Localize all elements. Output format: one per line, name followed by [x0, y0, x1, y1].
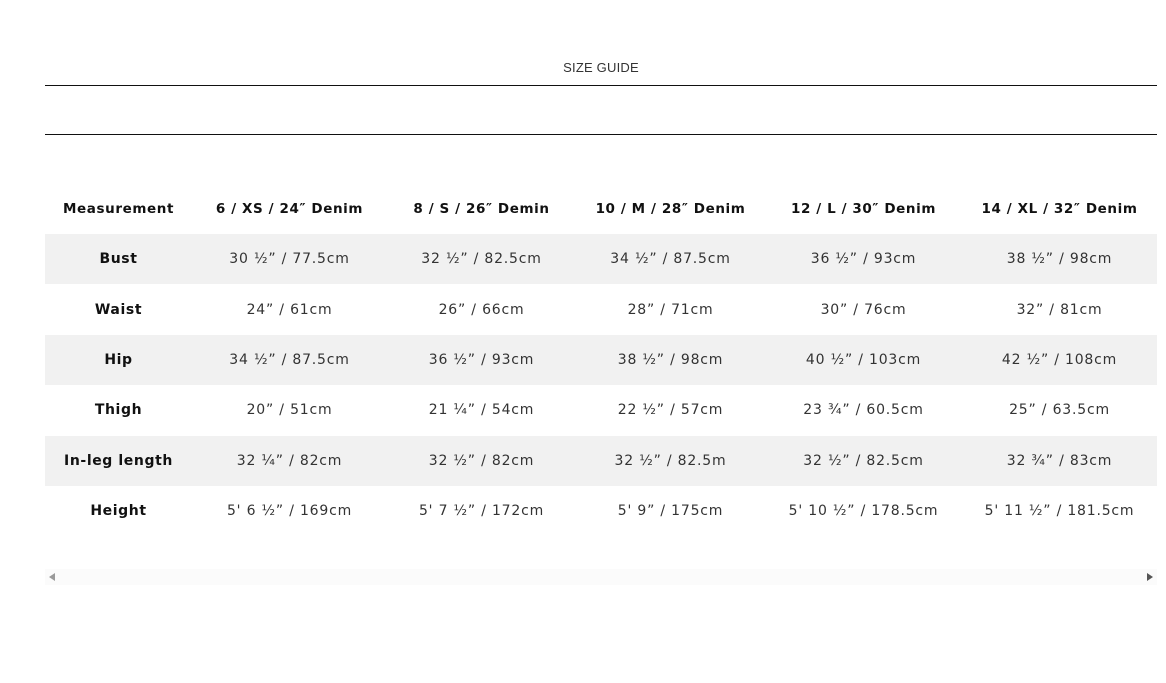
table-cell: 32 ½” / 82.5cm: [387, 234, 576, 284]
table-cell: 5' 10 ½” / 178.5cm: [788, 503, 939, 520]
divider-top: [45, 85, 1157, 86]
column-header-size-m: 10 / M / 28″ Denim: [595, 201, 746, 217]
table-header-row: [45, 184, 1157, 234]
column-header-size-xs: 6 / XS / 24″ Denim: [215, 201, 364, 217]
table-row: [45, 284, 1157, 334]
row-label: Height: [90, 503, 147, 520]
column-header-measurement: Measurement: [62, 201, 175, 217]
table-cell: 20” / 51cm: [246, 402, 333, 419]
row-label: Bust: [45, 234, 192, 284]
table-row: [45, 486, 1157, 536]
table-cell: 38 ½” / 98cm: [962, 234, 1157, 284]
table-cell: 5' 7 ½” / 172cm: [418, 503, 545, 520]
table-cell: 5' 11 ½” / 181.5cm: [984, 503, 1135, 520]
triangle-left-icon[interactable]: [49, 573, 55, 581]
row-label: In-leg length: [45, 436, 192, 486]
table-cell: 32” / 81cm: [1016, 301, 1103, 318]
table-cell: 32 ¼” / 82cm: [192, 436, 387, 486]
table-cell: 24” / 61cm: [246, 301, 333, 318]
table-cell: 42 ½” / 108cm: [962, 335, 1157, 385]
table-cell: 30 ½” / 77.5cm: [192, 234, 387, 284]
table-cell: 5' 6 ½” / 169cm: [226, 503, 353, 520]
row-label: Hip: [45, 335, 192, 385]
table-row: [45, 436, 1157, 486]
table-cell: 34 ½” / 87.5cm: [576, 234, 765, 284]
column-header-size-xl: 14 / XL / 32″ Denim: [981, 201, 1138, 217]
table-row: [45, 335, 1157, 385]
table-cell: 30” / 76cm: [820, 301, 907, 318]
table-cell: 25” / 63.5cm: [1009, 402, 1110, 419]
horizontal-scrollbar[interactable]: [45, 569, 1157, 585]
table-cell: 36 ½” / 93cm: [387, 335, 576, 385]
size-table-container: [45, 184, 1157, 536]
table-cell: 36 ½” / 93cm: [765, 234, 962, 284]
table-cell: 38 ½” / 98cm: [576, 335, 765, 385]
column-header-size-l: 12 / L / 30″ Denim: [790, 201, 937, 217]
triangle-right-icon[interactable]: [1147, 573, 1153, 581]
table-cell: 34 ½” / 87.5cm: [192, 335, 387, 385]
column-header-size-s: 8 / S / 26″ Demin: [413, 201, 550, 217]
table-cell: 21 ¼” / 54cm: [428, 402, 535, 419]
row-label: Waist: [94, 301, 143, 318]
table-cell: 23 ¾” / 60.5cm: [803, 402, 924, 419]
page-title: SIZE GUIDE: [563, 60, 639, 75]
table-cell: 40 ½” / 103cm: [765, 335, 962, 385]
table-cell: 32 ½” / 82.5m: [576, 436, 765, 486]
table-row: [45, 385, 1157, 435]
table-cell: 32 ¾” / 83cm: [962, 436, 1157, 486]
divider-bottom: [45, 134, 1157, 135]
row-label: Thigh: [94, 402, 143, 419]
table-cell: 22 ½” / 57cm: [617, 402, 724, 419]
table-cell: 32 ½” / 82cm: [387, 436, 576, 486]
table-row: [45, 234, 1157, 284]
table-cell: 32 ½” / 82.5cm: [765, 436, 962, 486]
table-cell: 28” / 71cm: [627, 301, 714, 318]
size-table: [45, 184, 1157, 536]
table-cell: 26” / 66cm: [438, 301, 525, 318]
table-cell: 5' 9” / 175cm: [617, 503, 724, 520]
